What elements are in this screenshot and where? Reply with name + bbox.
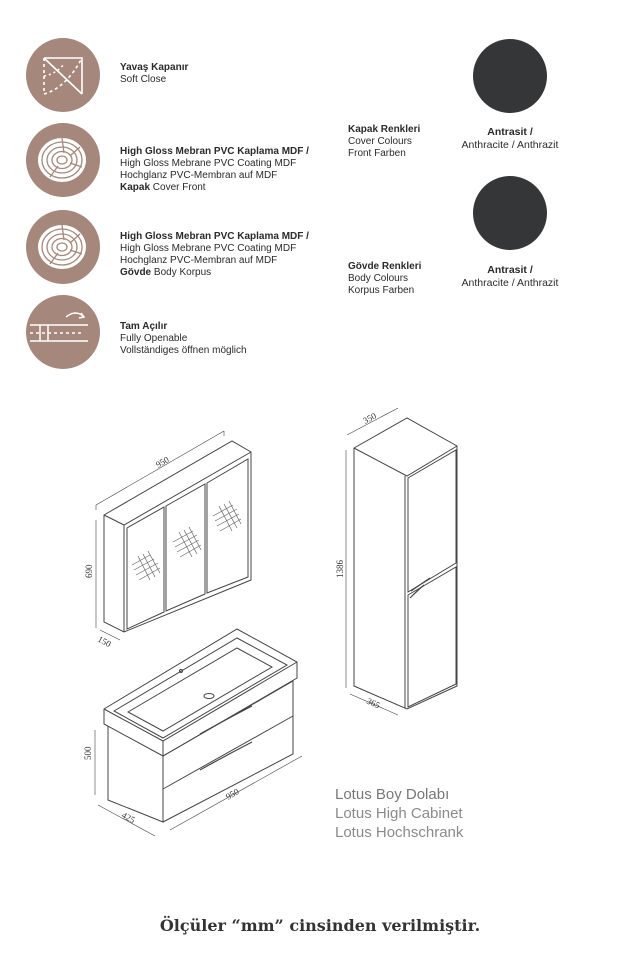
color-title: Gövde Renkleri xyxy=(348,261,422,272)
color-line: Body Colours xyxy=(348,273,409,284)
color-line: Front Farben xyxy=(348,148,406,159)
feature-tag: Body Korpus xyxy=(153,267,212,278)
color-swatch-name: Antrasit / xyxy=(487,264,533,276)
caption-line: Lotus High Cabinet xyxy=(335,805,463,822)
tall-width-label: 365 xyxy=(365,695,382,711)
measurement-note: Ölçüler “mm” cinsinden verilmiştir. xyxy=(159,916,481,935)
cover-color-name xyxy=(440,126,580,151)
body-color-swatch xyxy=(473,176,547,250)
feature-line: Hochglanz PVC-Membran auf MDF xyxy=(120,170,278,181)
cover-color-swatch xyxy=(473,39,547,113)
color-swatch-sub: Anthracite / Anthrazit xyxy=(461,276,559,289)
color-swatch-name: Antrasit / xyxy=(487,126,533,138)
wood-grain-icon xyxy=(26,210,100,284)
product-caption xyxy=(335,785,463,842)
technical-drawing xyxy=(0,395,640,845)
base-unit-drawing xyxy=(95,629,302,836)
feature-cover-material xyxy=(120,146,309,194)
mirror-height-label: 690 xyxy=(84,564,94,578)
mirror-cabinet-drawing xyxy=(96,431,251,640)
feature-line: Soft Close xyxy=(120,74,167,85)
soft-close-icon xyxy=(26,38,100,112)
tall-cabinet-drawing xyxy=(346,408,457,715)
feature-title: High Gloss Mebran PVC Kaplama MDF / xyxy=(120,146,309,157)
feature-tag-bold: Kapak xyxy=(120,182,151,193)
color-swatch-sub: Anthracite / Anthrazit xyxy=(461,138,559,151)
full-open-icon xyxy=(26,295,100,369)
mirror-width-label: 950 xyxy=(154,454,171,470)
feature-title: Tam Açılır xyxy=(120,321,168,332)
tall-height-label: 1386 xyxy=(335,560,345,578)
mirror-depth-label: 150 xyxy=(96,633,113,650)
feature-line: High Gloss Mebrane PVC Coating MDF xyxy=(120,243,297,254)
feature-line: High Gloss Mebrane PVC Coating MDF xyxy=(120,158,297,169)
feature-fully-openable xyxy=(120,321,247,357)
color-line: Cover Colours xyxy=(348,136,412,147)
feature-soft-close xyxy=(120,62,188,86)
feature-line: Hochglanz PVC-Membran auf MDF xyxy=(120,255,278,266)
color-title: Kapak Renkleri xyxy=(348,124,421,135)
feature-line: Fully Openable xyxy=(120,333,188,344)
base-width-label: 950 xyxy=(224,786,241,802)
feature-tag-bold: Gövde xyxy=(120,267,152,278)
feature-tag: Cover Front xyxy=(152,182,206,193)
base-depth-label: 425 xyxy=(120,809,137,826)
body-color-name xyxy=(440,264,580,289)
caption-line: Lotus Hochschrank xyxy=(335,824,464,841)
cover-colours-title xyxy=(348,124,420,160)
wood-grain-icon xyxy=(26,123,100,197)
feature-title: High Gloss Mebran PVC Kaplama MDF / xyxy=(120,231,309,242)
caption-line: Lotus Boy Dolabı xyxy=(335,786,450,803)
color-line: Korpus Farben xyxy=(348,285,415,296)
base-height-label: 500 xyxy=(83,746,93,760)
body-colours-title xyxy=(348,261,421,297)
feature-title: Yavaş Kapanır xyxy=(120,62,189,73)
tall-depth-label: 350 xyxy=(361,410,378,426)
feature-line: Vollständiges öffnen möglich xyxy=(120,345,247,356)
feature-body-material xyxy=(120,231,309,279)
